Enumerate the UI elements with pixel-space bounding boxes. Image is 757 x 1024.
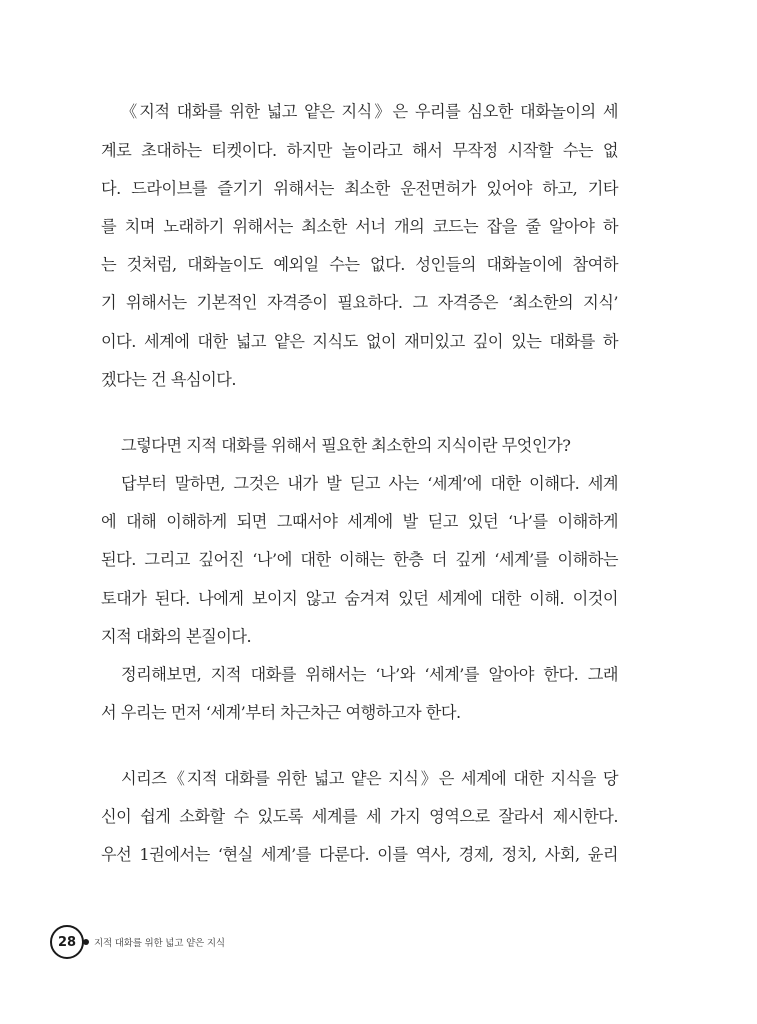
paragraph-3-line-1: 답부터 말하면, 그것은 내가 발 딛고 사는 ‘세계’에 대한 이해다. 세계 (121, 474, 618, 493)
paragraph-3-line-4: 토대가 된다. 나에게 보이지 않고 숨겨져 있던 세계에 대한 이해. 이것이 (101, 589, 618, 608)
paragraph-1-line-7: 이다. 세계에 대한 넓고 얕은 지식도 없이 재미있고 깊이 있는 대화를 하 (101, 332, 618, 351)
paragraph-5-line-1: 시리즈《지적 대화를 위한 넓고 얕은 지식》은 세계에 대한 지식을 당 (121, 769, 618, 788)
paragraph-3-line-5: 지적 대화의 본질이다. (101, 627, 252, 646)
paragraph-1-line-1: 《지적 대화를 위한 넓고 얕은 지식》은 우리를 심오한 대화놀이의 세 (121, 102, 618, 121)
paragraph-4-line-1: 정리해보면, 지적 대화를 위해서는 ‘나’와 ‘세계’를 알아야 한다. 그래 (121, 665, 618, 684)
paragraph-2-line-1: 그렇다면 지적 대화를 위해서 필요한 최소한의 지식이란 무엇인가? (121, 436, 571, 455)
paragraph-1-line-4: 를 치며 노래하기 위해서는 최소한 서너 개의 코드는 잡을 줄 알아야 하 (101, 217, 618, 236)
page-footer (50, 924, 225, 960)
running-footer-title: 지적 대화를 위한 넓고 얕은 지식 (94, 938, 225, 949)
paragraph-1-line-6: 기 위해서는 기본적인 자격증이 필요하다. 그 자격증은 ‘최소한의 지식’ (101, 293, 618, 312)
paragraph-5-line-3: 우선 1권에서는 ‘현실 세계’를 다룬다. 이를 역사, 경제, 정치, 사회, 윤리 (101, 845, 618, 864)
paragraph-1-line-3: 다. 드라이브를 즐기기 위해서는 최소한 운전면허가 있어야 하고, 기타 (101, 179, 618, 198)
paragraph-3-line-3: 된다. 그리고 깊어진 ‘나’에 대한 이해는 한층 더 깊게 ‘세계’를 이해하는 (101, 550, 618, 569)
paragraph-5-line-2: 신이 쉽게 소화할 수 있도록 세계를 세 가지 영역으로 잘라서 제시한다. (101, 807, 618, 826)
paragraph-1-line-8: 겠다는 건 욕심이다. (101, 370, 237, 389)
paragraph-1-line-2: 계로 초대하는 티켓이다. 하지만 놀이라고 해서 무작정 시작할 수는 없 (101, 141, 618, 160)
paragraph-3-line-2: 에 대해 이해하게 되면 그때서야 세계에 발 딛고 있던 ‘나’를 이해하게 (101, 512, 618, 531)
paragraph-4-line-2: 서 우리는 먼저 ‘세계’부터 차근차근 여행하고자 한다. (101, 703, 461, 722)
footer-bullet-icon (83, 939, 89, 945)
paragraph-1-line-5: 는 것처럼, 대화놀이도 예외일 수는 없다. 성인들의 대화놀이에 참여하 (101, 255, 618, 274)
page-number: 28 (50, 925, 84, 959)
